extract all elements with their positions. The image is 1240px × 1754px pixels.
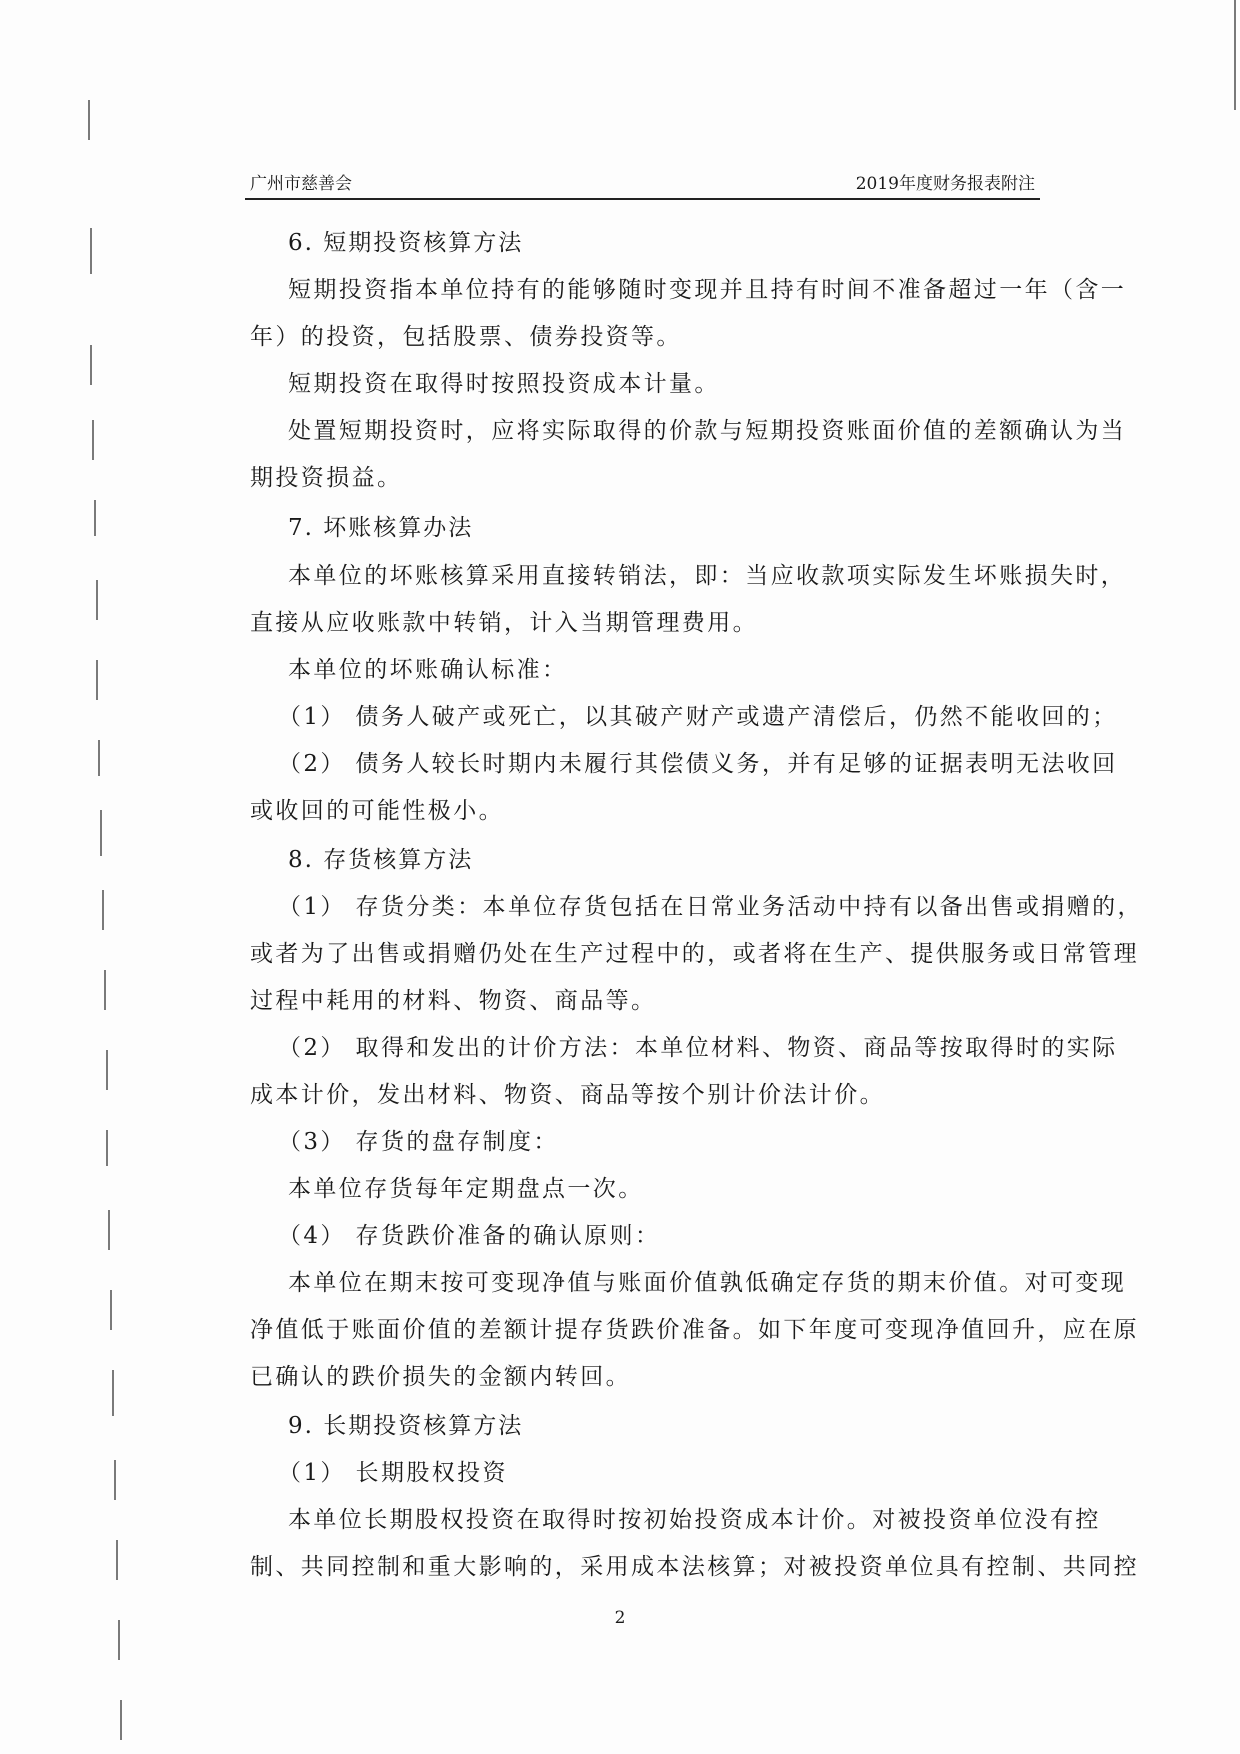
scan-artifact [112, 1370, 114, 1416]
paragraph-line: 本单位的坏账确认标准： [288, 657, 568, 683]
paragraph-line: （2） 取得和发出的计价方法：本单位材料、物资、商品等按取得时的实际 [278, 1035, 1118, 1061]
paragraph-line: （1） 长期股权投资 [278, 1460, 508, 1486]
paragraph-line: 本单位存货每年定期盘点一次。 [288, 1176, 644, 1202]
scan-artifact [94, 500, 96, 536]
paragraph-line: 期投资损益。 [250, 465, 403, 491]
scan-artifact [120, 1700, 122, 1740]
scan-artifact [116, 1540, 118, 1580]
paragraph-line: 短期投资指本单位持有的能够随时变现并且持有时间不准备超过一年（含一 [288, 277, 1127, 303]
scan-artifact [110, 1290, 112, 1330]
paragraph-line: （1） 存货分类：本单位存货包括在日常业务活动中持有以备出售或捐赠的， [278, 894, 1143, 920]
scan-artifact [106, 1050, 108, 1090]
scan-artifact [1234, 0, 1236, 110]
paragraph-line: （2） 债务人较长时期内未履行其偿债义务，并有足够的证据表明无法收回 [278, 751, 1118, 777]
paragraph-line: 本单位在期末按可变现净值与账面价值孰低确定存货的期末价值。对可变现 [288, 1270, 1127, 1296]
scan-artifact [98, 740, 100, 776]
paragraph-line: （3） 存货的盘存制度： [278, 1129, 559, 1155]
section-heading: 6. 短期投资核算方法 [288, 230, 524, 256]
paragraph-line: 处置短期投资时，应将实际取得的价款与短期投资账面价值的差额确认为当 [288, 418, 1127, 444]
paragraph-line: 已确认的跌价损失的金额内转回。 [250, 1364, 631, 1390]
scan-artifact [96, 580, 98, 620]
paragraph-line: 成本计价，发出材料、物资、商品等按个别计价法计价。 [250, 1082, 885, 1108]
paragraph-line: 净值低于账面价值的差额计提存货跌价准备。如下年度可变现净值回升，应在原 [250, 1317, 1139, 1343]
paragraph-line: （1） 债务人破产或死亡，以其破产财产或遗产清偿后，仍然不能收回的； [278, 704, 1118, 730]
paragraph-line: 或者为了出售或捐赠仍处在生产过程中的，或者将在生产、提供服务或日常管理 [250, 941, 1139, 967]
paragraph-line: 或收回的可能性极小。 [250, 798, 504, 824]
paragraph-line: 短期投资在取得时按照投资成本计量。 [288, 371, 720, 397]
paragraph-line: 直接从应收账款中转销，计入当期管理费用。 [250, 610, 758, 636]
scan-artifact [108, 1210, 110, 1250]
scan-artifact [114, 1460, 116, 1500]
section-heading: 8. 存货核算方法 [288, 847, 474, 873]
header-organization: 广州市慈善会 [250, 174, 352, 194]
paragraph-line: 本单位长期股权投资在取得时按初始投资成本计价。对被投资单位没有控 [288, 1507, 1101, 1533]
scan-artifact [90, 228, 92, 274]
scan-artifact [100, 810, 102, 856]
section-heading: 7. 坏账核算办法 [288, 515, 474, 541]
page-header [245, 168, 1040, 200]
paragraph-line: 年）的投资，包括股票、债券投资等。 [250, 324, 682, 350]
scan-artifact [92, 420, 94, 460]
header-report-title: 2019年度财务报表附注 [855, 174, 1035, 194]
scan-artifact [106, 1130, 108, 1166]
scan-artifact [96, 660, 98, 700]
paragraph-line: 过程中耗用的材料、物资、商品等。 [250, 988, 657, 1014]
scan-artifact [104, 970, 106, 1010]
paragraph-line: （4） 存货跌价准备的确认原则： [278, 1223, 661, 1249]
page-number: 2 [614, 1608, 626, 1628]
scan-artifact [102, 890, 104, 930]
scan-artifact [90, 345, 92, 385]
paragraph-line: 本单位的坏账核算采用直接转销法，即：当应收款项实际发生坏账损失时， [288, 563, 1127, 589]
section-heading: 9. 长期投资核算方法 [288, 1413, 524, 1439]
paragraph-line: 制、共同控制和重大影响的，采用成本法核算；对被投资单位具有控制、共同控 [250, 1554, 1139, 1580]
scan-artifact [88, 100, 90, 140]
